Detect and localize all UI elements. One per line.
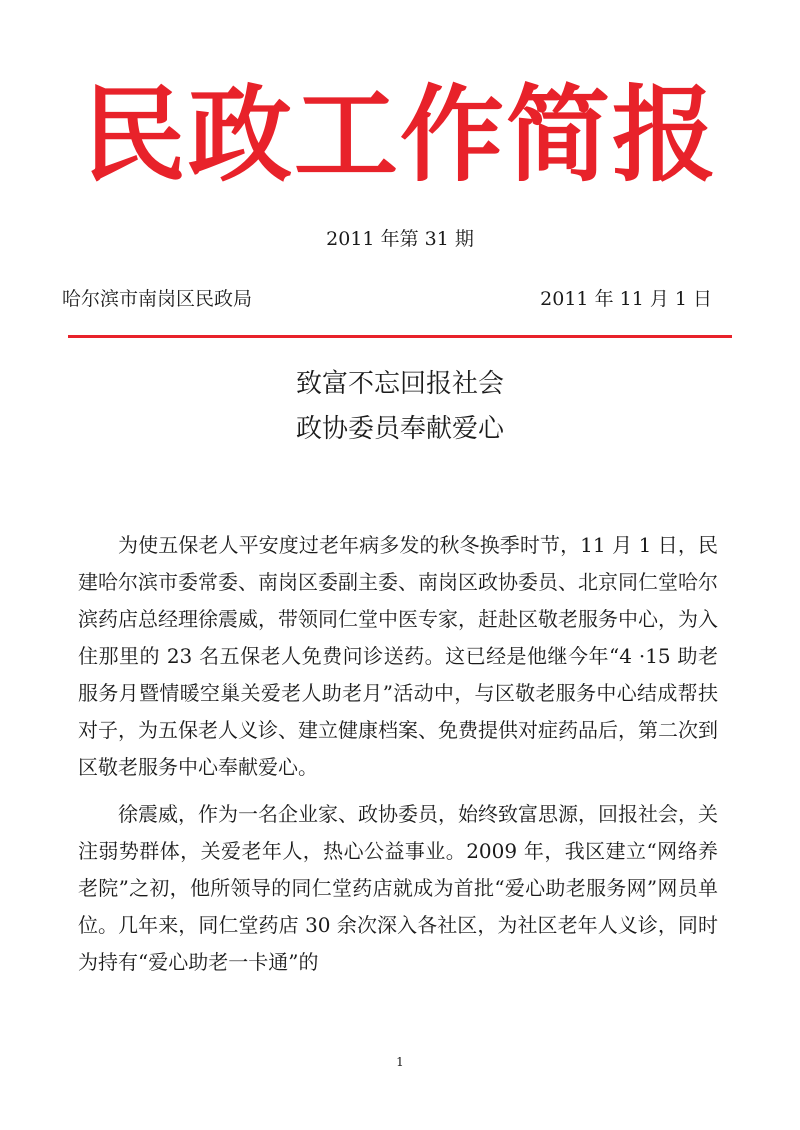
article-paragraph-2: 徐震威，作为一名企业家、政协委员，始终致富思源，回报社会，关注弱势群体，关爱老年人，热心公益事业。2009 年，我区建立“网络养老院”之初，他所领导的同仁堂药店就成为首批“爱心助老服务网”网员单位。几年来，同仁堂药店 30 余次深入各社区，为社区老年人义诊，同时为持有“爱心助老一卡通”的 bbox=[78, 802, 718, 974]
issuing-office: 哈尔滨市南岗区民政局 bbox=[62, 288, 253, 310]
header-divider bbox=[68, 335, 732, 338]
issue-number: 2011 年第 31 期 bbox=[326, 228, 474, 250]
headline-line-2: 政协委员奉献爱心 bbox=[295, 414, 504, 444]
masthead-title: 民政工作简报 bbox=[81, 73, 718, 196]
page-number: 1 bbox=[396, 1055, 404, 1069]
article-body bbox=[78, 527, 718, 991]
issue-date: 2011 年 11 月 1 日 bbox=[540, 288, 712, 310]
headline-line-1: 致富不忘回报社会 bbox=[295, 369, 504, 399]
article-paragraph-1: 为使五保老人平安度过老年病多发的秋冬换季时节，11 月 1 日，民建哈尔滨市委常委、南岗区委副主委、南岗区政协委员、北京同仁堂哈尔滨药店总经理徐震威，带领同仁堂中医专家，赶赴区敬老服务中心，为入住那里的 23 名五保老人免费问诊送药。这已经是他继今年“4 ·15 助老服务月暨情暖空巢关爱老人助老月”活动中，与区敬老服务中心结成帮扶对子，为五保老人义诊、建立健康档案、免费提供对症药品后，第二次到区敬老服务中心奉献爱心。 bbox=[78, 533, 718, 779]
